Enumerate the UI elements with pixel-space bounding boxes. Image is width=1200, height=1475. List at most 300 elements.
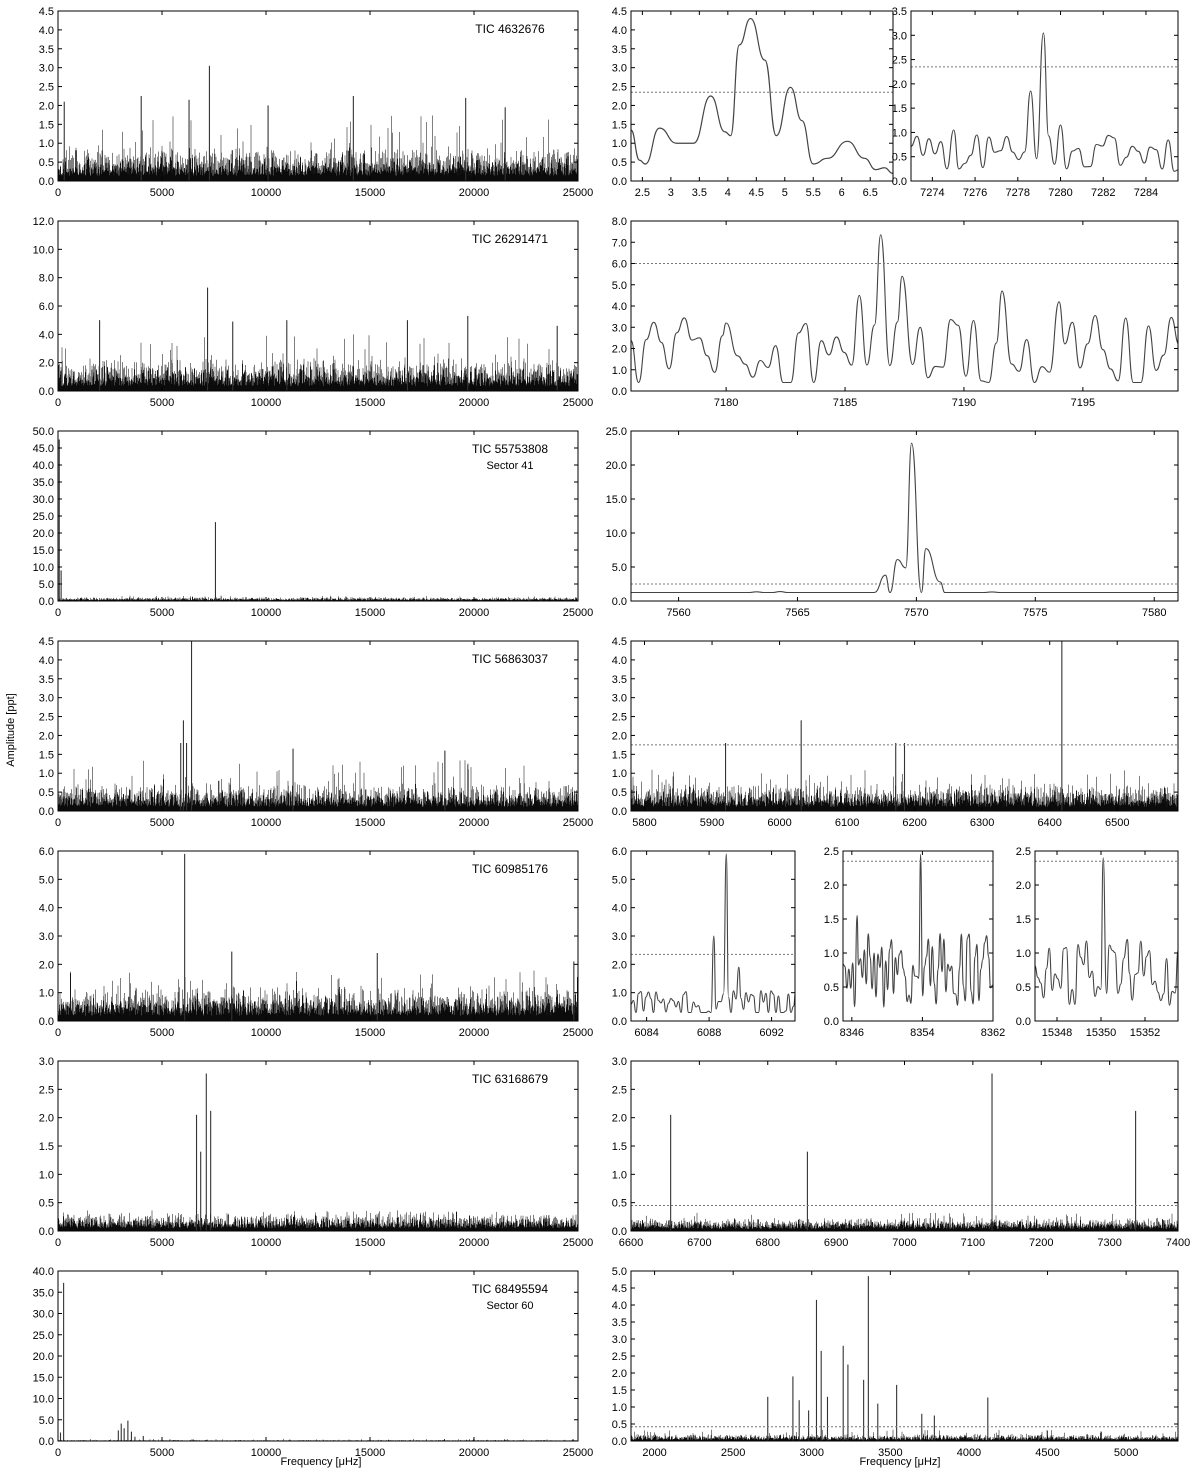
x-tick-label: 6500 <box>1104 817 1130 829</box>
y-tick-label: 15.0 <box>32 545 54 557</box>
sector-label: Sector 60 <box>486 1300 534 1312</box>
spectrum-curve <box>631 443 1180 592</box>
y-tick-label: 1.0 <box>38 138 54 151</box>
x-tick-label: 10000 <box>250 187 282 199</box>
y-tick-label: 1.5 <box>611 1141 627 1153</box>
plot-area <box>58 1073 578 1231</box>
x-tick-label: 4000 <box>956 1447 982 1459</box>
y-tick-label: 10.0 <box>32 562 54 574</box>
y-tick-label: 20.0 <box>605 460 627 472</box>
panel-r2-full <box>33 216 594 409</box>
y-tick-label: 1.0 <box>823 948 839 960</box>
y-tick-label: 5.0 <box>611 562 627 574</box>
y-tick-label: 0.0 <box>823 1016 839 1028</box>
plot-frame <box>58 1061 578 1231</box>
x-tick-label: 6088 <box>696 1027 722 1039</box>
y-tick-label: 2.0 <box>891 78 907 91</box>
y-tick-label: 4.0 <box>38 902 54 915</box>
star-label: TIC 55753808 <box>471 442 549 456</box>
y-tick-label: 2.5 <box>611 1084 627 1097</box>
y-tick-label: 3.0 <box>611 1056 627 1068</box>
x-tick-label: 6084 <box>634 1027 659 1039</box>
y-tick-label: 8.0 <box>611 216 627 228</box>
y-tick-label: 4.5 <box>611 636 627 648</box>
y-tick-label: 4.0 <box>611 24 627 37</box>
x-tick-label: 0 <box>54 1027 62 1039</box>
y-tick-label: 4.5 <box>38 6 54 18</box>
y-tick-label: 2.0 <box>38 959 54 972</box>
x-tick-label: 5000 <box>1113 1447 1139 1459</box>
y-tick-label: 0.5 <box>38 1197 54 1210</box>
x-tick-label: 0 <box>54 607 62 619</box>
y-tick-label: 3.0 <box>38 1056 54 1068</box>
y-tick-label: 5.0 <box>611 279 627 292</box>
noise-spectrum <box>58 760 578 811</box>
x-tick-label: 2500 <box>720 1447 746 1459</box>
y-tick-label: 0.0 <box>611 1016 627 1028</box>
x-tick-label: 10000 <box>250 1237 282 1249</box>
noise-spectrum <box>631 1430 1178 1441</box>
y-tick-label: 0.0 <box>38 1436 54 1448</box>
plot-area <box>58 854 578 1021</box>
plot-frame <box>631 11 893 181</box>
y-tick-label: 1.0 <box>611 364 627 377</box>
x-tick-label: 7565 <box>785 607 810 619</box>
x-tick-label: 10000 <box>250 1447 282 1459</box>
y-tick-label: 3.0 <box>611 62 627 75</box>
panel-r4-full <box>39 636 594 829</box>
plot-area <box>843 854 994 1007</box>
panel-r7-zoom <box>612 1266 1178 1459</box>
y-tick-label: 2.0 <box>38 357 54 370</box>
x-tick-label: 7280 <box>1048 187 1073 199</box>
y-tick-label: 4.0 <box>611 1300 627 1312</box>
x-tick-label: 5000 <box>149 397 175 409</box>
y-tick-label: 25.0 <box>32 1329 54 1342</box>
y-tick-label: 3.5 <box>38 673 54 686</box>
spectrum-curve <box>911 33 1180 171</box>
y-tick-label: 3.5 <box>611 43 627 56</box>
y-tick-label: 3.0 <box>38 931 54 943</box>
panel-r3-full <box>33 426 594 619</box>
x-tick-label: 6100 <box>834 817 860 829</box>
y-tick-label: 2.5 <box>611 1351 627 1363</box>
noise-spectrum <box>58 116 578 182</box>
x-tick-label: 7200 <box>1029 1237 1054 1249</box>
y-tick-label: 0.5 <box>823 982 839 994</box>
plot-frame <box>1035 851 1178 1021</box>
y-tick-label: 2.5 <box>611 711 627 724</box>
y-tick-label: 8.0 <box>38 272 54 285</box>
x-tick-label: 7278 <box>1005 187 1031 199</box>
plot-frame <box>631 431 1178 601</box>
x-tick-label: 5000 <box>149 607 175 619</box>
x-tick-label: 8346 <box>839 1027 865 1039</box>
y-tick-label: 2.0 <box>823 880 839 892</box>
y-tick-label: 0.5 <box>38 787 54 800</box>
y-tick-label: 10.0 <box>32 1393 54 1406</box>
y-tick-label: 6.0 <box>611 846 627 858</box>
y-tick-label: 0.5 <box>611 787 627 800</box>
star-label: TIC 56863037 <box>471 652 549 666</box>
y-tick-label: 4.5 <box>38 636 54 648</box>
y-tick-label: 20.0 <box>32 528 54 540</box>
x-axis-label-right: Frequency [μHz] <box>859 1456 941 1468</box>
y-tick-label: 0.0 <box>611 386 627 398</box>
x-tick-label: 7195 <box>1070 397 1096 409</box>
noise-spectrum <box>58 334 578 391</box>
y-tick-label: 7.0 <box>611 237 627 250</box>
y-tick-label: 12.0 <box>32 216 54 228</box>
plot-frame <box>58 641 578 811</box>
y-tick-label: 1.0 <box>1015 948 1031 960</box>
x-tick-label: 25000 <box>562 1237 594 1249</box>
noise-spectrum <box>58 971 578 1021</box>
y-tick-label: 0.0 <box>38 1226 54 1238</box>
plot-area <box>631 641 1178 811</box>
y-tick-label: 35.0 <box>32 1287 54 1300</box>
y-tick-label: 4.0 <box>38 24 54 37</box>
x-tick-label: 8362 <box>980 1027 1006 1039</box>
y-tick-label: 0.0 <box>1015 1016 1031 1028</box>
plot-area <box>631 1073 1178 1231</box>
panel-r6-full <box>39 1056 594 1249</box>
y-tick-label: 5.0 <box>611 1266 627 1278</box>
x-tick-label: 3 <box>667 187 674 199</box>
y-tick-label: 0.0 <box>611 1226 627 1238</box>
y-tick-label: 2.0 <box>38 100 54 113</box>
y-tick-label: 3.0 <box>611 692 627 705</box>
panel-r7-full <box>33 1266 594 1459</box>
y-tick-label: 0.0 <box>38 176 54 188</box>
x-tick-label: 15000 <box>354 397 386 409</box>
y-tick-label: 0.5 <box>38 157 54 170</box>
panel-r2-zoom <box>612 216 1179 409</box>
y-tick-label: 6.0 <box>611 258 627 271</box>
y-tick-label: 3.0 <box>611 322 627 335</box>
y-tick-label: 1.5 <box>1015 914 1031 926</box>
y-tick-label: 3.5 <box>611 1317 627 1329</box>
x-tick-label: 10000 <box>250 397 282 409</box>
star-label: TIC 63168679 <box>471 1072 549 1086</box>
y-tick-label: 0.0 <box>611 596 627 608</box>
panel-r6-zoom <box>612 1056 1191 1249</box>
x-tick-label: 25000 <box>562 1447 594 1459</box>
x-tick-label: 7282 <box>1090 187 1116 199</box>
x-tick-label: 15000 <box>354 187 386 199</box>
y-tick-label: 2.0 <box>611 959 627 972</box>
y-tick-label: 0.0 <box>38 596 54 608</box>
plot-area <box>58 641 578 811</box>
y-tick-label: 20.0 <box>32 1351 54 1363</box>
noise-spectrum <box>58 596 578 601</box>
y-tick-label: 15.0 <box>605 494 627 506</box>
x-axis-label-left: Frequency [μHz] <box>280 1456 362 1468</box>
y-tick-label: 1.0 <box>891 127 907 140</box>
x-tick-label: 25000 <box>562 397 594 409</box>
x-tick-label: 20000 <box>458 1447 490 1459</box>
y-tick-label: 40.0 <box>32 1266 54 1278</box>
y-tick-label: 1.5 <box>891 103 907 116</box>
y-tick-label: 1.0 <box>38 987 54 1000</box>
y-tick-label: 4.5 <box>611 1283 627 1295</box>
x-tick-label: 4.5 <box>748 187 764 199</box>
y-tick-label: 1.5 <box>611 119 627 132</box>
y-tick-label: 2.5 <box>1015 846 1031 858</box>
y-tick-label: 2.5 <box>38 711 54 724</box>
y-tick-label: 5.0 <box>38 1414 54 1427</box>
y-tick-label: 3.0 <box>891 30 907 43</box>
spectrum-curve <box>631 235 1179 383</box>
y-tick-label: 1.5 <box>38 749 54 762</box>
y-tick-label: 2.0 <box>38 1112 54 1125</box>
y-tick-label: 0.5 <box>611 1197 627 1210</box>
x-tick-label: 15000 <box>354 1237 386 1249</box>
y-tick-label: 10.0 <box>32 244 54 257</box>
y-tick-label: 1.0 <box>38 1169 54 1182</box>
y-tick-label: 1.0 <box>38 768 54 781</box>
y-tick-label: 15.0 <box>32 1372 54 1385</box>
y-tick-label: 6.0 <box>38 846 54 858</box>
panel-r5-zoom-b <box>824 846 1006 1039</box>
plot-area <box>631 235 1179 383</box>
x-tick-label: 5900 <box>699 817 725 829</box>
y-tick-label: 0.0 <box>891 176 907 188</box>
sector-label: Sector 41 <box>486 460 534 472</box>
y-tick-label: 3.0 <box>38 692 54 705</box>
noise-spectrum <box>58 1210 578 1231</box>
x-tick-label: 4 <box>724 187 731 199</box>
x-tick-label: 5000 <box>149 1027 175 1039</box>
y-tick-label: 3.5 <box>38 43 54 56</box>
x-tick-label: 0 <box>54 1447 62 1459</box>
plot-frame <box>58 1271 578 1441</box>
y-tick-label: 0.0 <box>38 1016 54 1028</box>
x-tick-label: 7274 <box>920 187 945 199</box>
panel-r1-zoom-b <box>892 6 1180 199</box>
panel-r1-full <box>39 6 594 199</box>
plot-area <box>631 1276 1178 1441</box>
x-tick-label: 7180 <box>713 397 739 409</box>
y-tick-label: 1.0 <box>611 987 627 1000</box>
x-tick-label: 7560 <box>666 607 691 619</box>
x-tick-label: 7284 <box>1133 187 1159 199</box>
y-tick-label: 2.0 <box>611 1368 627 1380</box>
y-tick-label: 45.0 <box>32 443 54 455</box>
x-tick-label: 15352 <box>1129 1027 1161 1039</box>
y-tick-label: 1.5 <box>611 749 627 762</box>
x-tick-label: 7570 <box>904 607 929 619</box>
x-tick-label: 7000 <box>892 1237 917 1249</box>
y-tick-label: 1.5 <box>38 119 54 132</box>
y-tick-label: 1.0 <box>611 138 627 151</box>
y-tick-label: 3.0 <box>38 62 54 75</box>
star-label: TIC 4632676 <box>475 22 545 36</box>
y-tick-label: 0.5 <box>1015 982 1031 994</box>
x-tick-label: 10000 <box>250 607 282 619</box>
y-tick-label: 2.0 <box>611 343 627 356</box>
y-tick-label: 2.0 <box>611 1112 627 1125</box>
x-tick-label: 15348 <box>1041 1027 1073 1039</box>
spectrum-curve <box>631 19 893 174</box>
y-tick-label: 0.5 <box>611 1419 627 1431</box>
plot-area <box>631 19 893 174</box>
x-tick-label: 7575 <box>1023 607 1048 619</box>
y-tick-label: 1.0 <box>611 1169 627 1182</box>
x-tick-label: 0 <box>54 397 62 409</box>
panel-r3-zoom <box>606 426 1181 619</box>
x-tick-label: 7580 <box>1141 607 1167 619</box>
y-tick-label: 5.0 <box>611 874 627 887</box>
y-tick-label: 2.0 <box>38 730 54 743</box>
y-tick-label: 3.0 <box>611 931 627 943</box>
spectrum-curve <box>843 854 994 1007</box>
y-tick-label: 4.0 <box>611 301 627 313</box>
x-tick-label: 25000 <box>562 1027 594 1039</box>
plot-area <box>631 443 1180 592</box>
y-tick-label: 2.0 <box>1015 880 1031 892</box>
x-tick-label: 7400 <box>1165 1237 1191 1249</box>
y-tick-label: 2.5 <box>891 54 907 67</box>
plot-area <box>1035 858 1181 1005</box>
x-tick-label: 0 <box>54 1237 62 1249</box>
y-tick-label: 2.0 <box>611 730 627 743</box>
panel-r5-full <box>39 846 594 1039</box>
x-tick-label: 8354 <box>910 1027 935 1039</box>
y-tick-label: 1.5 <box>611 1385 627 1397</box>
x-tick-label: 20000 <box>458 187 490 199</box>
plot-frame <box>58 11 578 181</box>
plot-area <box>911 33 1180 171</box>
y-tick-label: 35.0 <box>32 477 54 489</box>
plot-frame <box>911 11 1178 181</box>
plot-area <box>58 288 578 391</box>
plot-frame <box>58 431 578 601</box>
panel-r1-zoom-a <box>612 6 893 199</box>
x-tick-label: 5800 <box>632 817 657 829</box>
y-tick-label: 2.5 <box>38 1084 54 1097</box>
x-tick-label: 15000 <box>354 1447 386 1459</box>
y-tick-label: 25.0 <box>605 426 627 438</box>
x-tick-label: 6600 <box>618 1237 644 1249</box>
y-tick-label: 2.5 <box>823 846 839 858</box>
y-tick-label: 0.0 <box>38 806 54 818</box>
x-tick-label: 7190 <box>951 397 977 409</box>
y-tick-label: 30.0 <box>32 1308 54 1321</box>
y-tick-label: 0.5 <box>611 157 627 170</box>
x-tick-label: 5 <box>781 187 788 199</box>
x-tick-label: 6092 <box>759 1027 784 1039</box>
star-label: TIC 26291471 <box>471 232 549 246</box>
x-tick-label: 5000 <box>149 817 175 829</box>
x-tick-label: 6.5 <box>862 187 878 199</box>
x-tick-label: 6700 <box>687 1237 712 1249</box>
x-tick-label: 10000 <box>250 1027 282 1039</box>
x-tick-label: 3500 <box>878 1447 903 1459</box>
y-tick-label: 2.5 <box>611 81 627 94</box>
y-tick-label: 2.0 <box>611 100 627 113</box>
x-tick-label: 5000 <box>149 1447 175 1459</box>
y-tick-label: 1.5 <box>38 1141 54 1153</box>
x-tick-label: 7300 <box>1097 1237 1122 1249</box>
y-tick-label: 4.0 <box>38 654 54 667</box>
spectrum-curve <box>1035 858 1181 1005</box>
y-tick-label: 30.0 <box>32 494 54 506</box>
y-axis-label: Amplitude [ppt] <box>5 693 17 767</box>
plot-frame <box>631 1271 1178 1441</box>
x-tick-label: 15000 <box>354 817 386 829</box>
x-tick-label: 7185 <box>832 397 858 409</box>
x-tick-label: 0 <box>54 187 62 199</box>
x-tick-label: 2000 <box>642 1447 667 1459</box>
x-tick-label: 6000 <box>767 817 792 829</box>
y-tick-label: 5.0 <box>38 579 54 591</box>
x-tick-label: 3000 <box>799 1447 825 1459</box>
x-tick-label: 6400 <box>1037 817 1062 829</box>
x-tick-label: 5000 <box>149 187 175 199</box>
x-tick-label: 25000 <box>562 607 594 619</box>
x-tick-label: 6200 <box>902 817 927 829</box>
x-tick-label: 10000 <box>250 817 282 829</box>
x-tick-label: 2.5 <box>634 187 651 199</box>
y-tick-label: 1.5 <box>823 914 839 926</box>
y-tick-label: 0.5 <box>891 151 907 164</box>
y-tick-label: 4.5 <box>611 6 627 18</box>
x-tick-label: 6900 <box>823 1237 849 1249</box>
x-tick-label: 5000 <box>149 1237 175 1249</box>
plot-area <box>58 66 578 181</box>
star-label: TIC 68495594 <box>471 1282 549 1296</box>
plot-area <box>631 854 796 1013</box>
y-tick-label: 1.0 <box>611 1402 627 1414</box>
y-tick-label: 1.0 <box>611 768 627 781</box>
x-tick-label: 20000 <box>458 1237 490 1249</box>
x-tick-label: 20000 <box>458 1027 490 1039</box>
panel-r4-zoom <box>612 636 1178 829</box>
x-tick-label: 6300 <box>969 817 995 829</box>
x-tick-label: 20000 <box>458 607 490 619</box>
y-tick-label: 4.0 <box>38 329 54 342</box>
y-tick-label: 6.0 <box>38 301 54 313</box>
y-tick-label: 3.5 <box>611 673 627 686</box>
panel-r5-zoom-c <box>1016 846 1181 1039</box>
x-tick-label: 0 <box>54 817 62 829</box>
x-tick-label: 7100 <box>960 1237 986 1249</box>
x-tick-label: 15000 <box>354 607 386 619</box>
y-tick-label: 0.0 <box>38 386 54 398</box>
x-tick-label: 15000 <box>354 1027 386 1039</box>
x-tick-label: 3.5 <box>691 187 707 199</box>
y-tick-label: 3.0 <box>611 1334 627 1346</box>
spectrum-curve <box>631 854 796 1013</box>
x-tick-label: 4500 <box>1035 1447 1060 1459</box>
x-tick-label: 25000 <box>562 817 594 829</box>
x-tick-label: 15350 <box>1085 1027 1117 1039</box>
y-tick-label: 50.0 <box>32 426 54 438</box>
y-tick-label: 4.0 <box>611 654 627 667</box>
x-tick-label: 20000 <box>458 397 490 409</box>
y-tick-label: 5.0 <box>38 874 54 887</box>
x-tick-label: 20000 <box>458 817 490 829</box>
y-tick-label: 3.5 <box>891 6 907 18</box>
y-tick-label: 10.0 <box>605 528 627 540</box>
x-tick-label: 7276 <box>962 187 988 199</box>
y-tick-label: 0.0 <box>611 806 627 818</box>
y-tick-label: 40.0 <box>32 460 54 472</box>
x-tick-label: 6800 <box>755 1237 780 1249</box>
panels <box>33 6 1191 1459</box>
x-tick-label: 5.5 <box>805 187 821 199</box>
